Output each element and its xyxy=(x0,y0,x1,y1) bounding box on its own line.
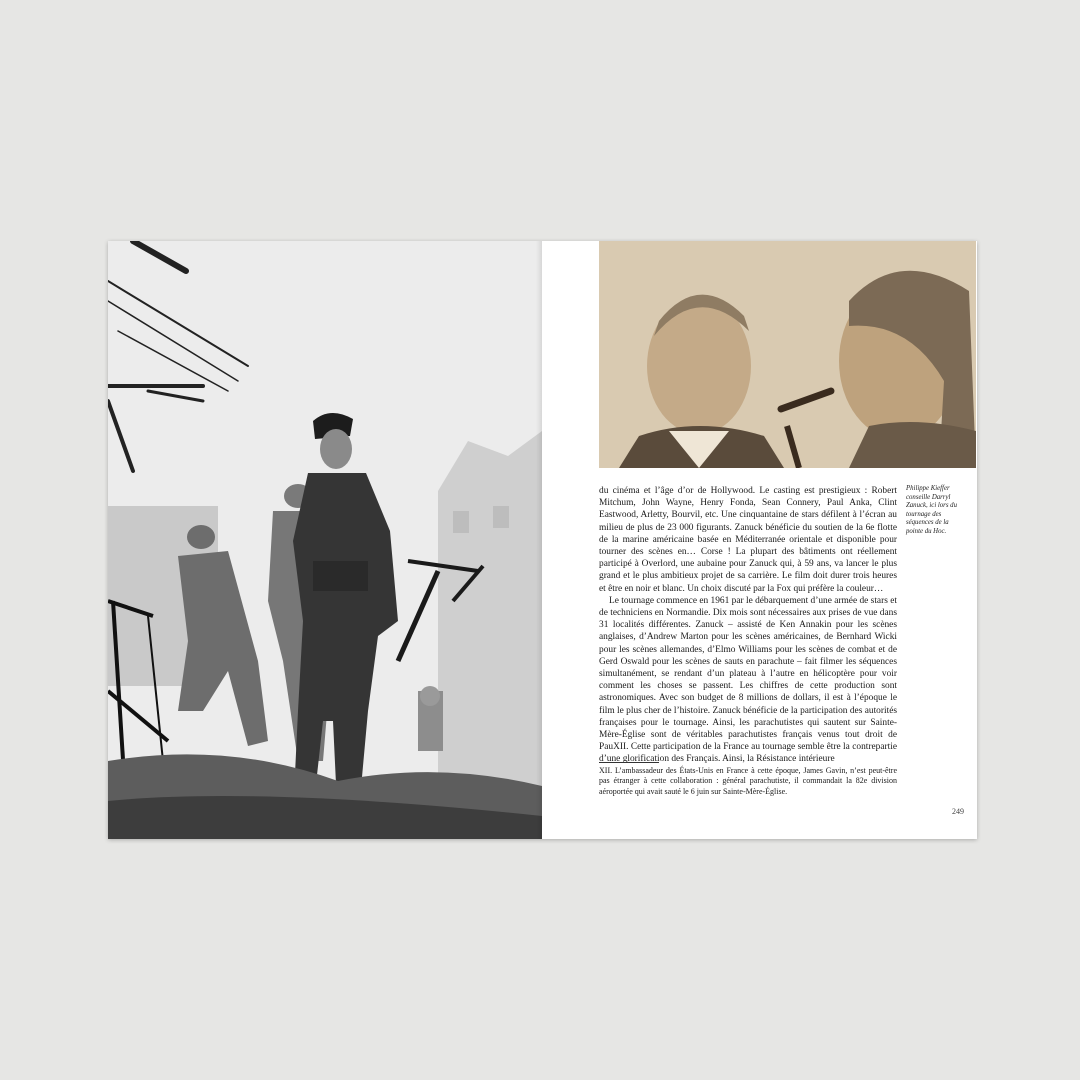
photo-caption: Philippe Kieffer conseille Darryl Zanuck, ici lors du tournage des séquences de la pointe du Hoc. xyxy=(906,485,957,535)
book-spread xyxy=(108,241,977,839)
body-text xyxy=(599,485,897,766)
footnote-divider xyxy=(599,762,659,763)
two-men-photo xyxy=(599,241,976,468)
footnote: XII. L’ambassadeur des États-Unis en France à cette époque, James Gavin, n’est peut-être pas étranger à cette collaboration : général parachutiste, il commandait la 82e division aéroportée qui avait sauté le 6 juin sur Sainte-Mère-Église. xyxy=(599,766,897,796)
sepia-portrait-photo xyxy=(599,241,976,468)
soldier-photo xyxy=(108,241,542,839)
left-page-photo xyxy=(108,241,542,839)
body-paragraph-1: du cinéma et l’âge d’or de Hollywood. Le casting est prestigieux : Robert Mitchum, John Wayne, Henry Fonda, Sean Connery, Paul Anka, Clint Eastwood, Arletty, Bourvil, etc. Une cinquantaine de stars défilent à l’écran au milieu de plus de 23 000 figurants. Zanuck bénéficie du soutien de la 6e flotte de la marine américaine basée en Méditerranée orientale et disponible pour tourner des scènes en… Corse ! La plupart des bâtiments ont réellement participé à Overlord, une aubaine pour Zanuck qui, à 59 ans, va lancer le plus grand et le plus ambitieux projet de sa carrière. Le film doit durer trois heures et être en noir et blanc. Un choix discuté par la Fox qui préfère la couleur… xyxy=(599,486,897,594)
body-paragraph-2: Le tournage commence en 1961 par le débarquement d’une armée de stars et de techniciens en Normandie. Dix mois sont nécessaires aux prises de vue dans 31 localités différentes. Zanuck – assisté de Ken Annakin pour les scènes anglaises, d’Andrew Marton pour les scènes américaines, de Bernhard Wicki pour les scènes allemandes, d’Elmo Williams pour les scènes de combat et de Gerd Oswald pour les scènes de sauts en parachute – fait filmer les séquences simultanément, se rendant d’un plateau à l’autre en hélicoptère pour voir comment les choses se passent. Les chiffres de cette production sont astronomiques. Avec son budget de 8 millions de dollars, il est à l’époque le film le plus cher de l’histoire. Zanuck bénéficie de la participation des autorités françaises pour le tournage. Ainsi, les parachutistes qui sautent sur Sainte-Mère-Église sont de véritables parachutistes français venus tout droit de PauXII. Cette participation de la France au tournage semble être la contrepartie d’une glorification des Français. Ainsi, la Résistance intérieure xyxy=(599,595,897,765)
page-number: 249 xyxy=(952,807,964,816)
right-page xyxy=(542,241,977,839)
